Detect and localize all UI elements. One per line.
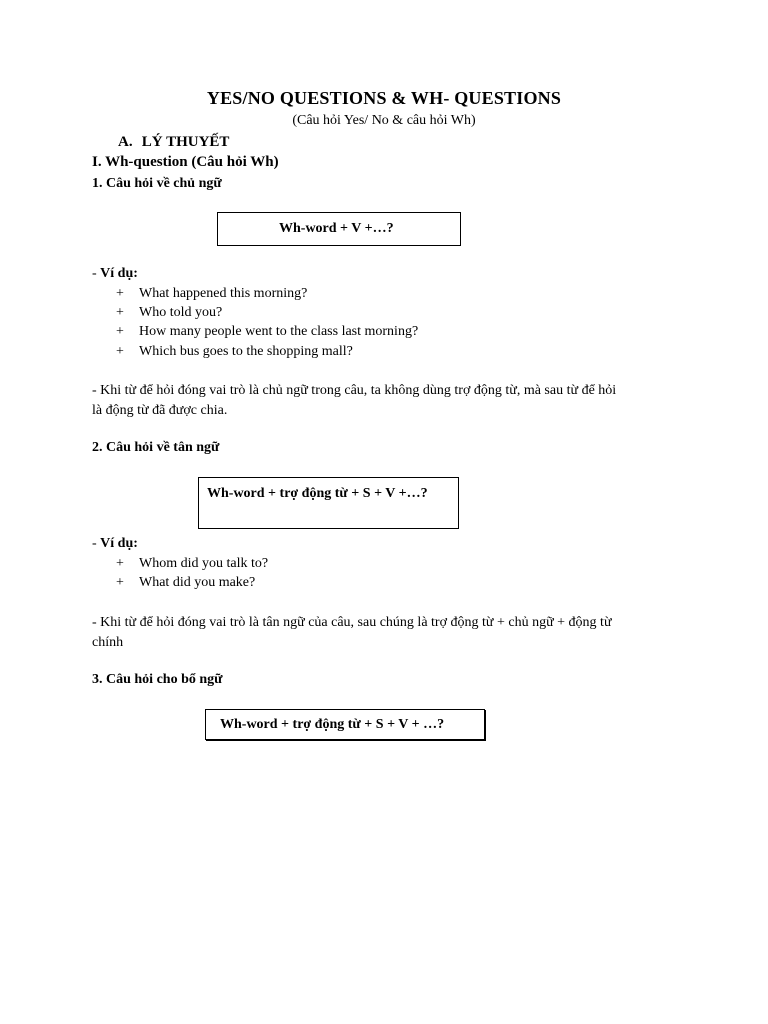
section-a-number: A. [118, 134, 133, 150]
plus-bullet: + [116, 556, 124, 571]
plus-bullet: + [116, 324, 124, 339]
complement-formula-box [205, 709, 485, 740]
list-item: + How many people went to the class last morning? [116, 324, 419, 339]
object-formula-text: Wh-word + trợ động từ + S + V +…? [207, 486, 428, 501]
list-item: + What happened this morning? [116, 286, 308, 301]
document-subtitle: (Câu hỏi Yes/ No & câu hỏi Wh) [292, 113, 476, 128]
subject-note-line-2: là động từ đã được chia. [92, 403, 228, 418]
part-1-heading: I. Wh-question (Câu hỏi Wh) [92, 154, 279, 170]
list-item: + What did you make? [116, 575, 256, 590]
section-a-heading [118, 134, 229, 151]
complement-formula-text: Wh-word + trợ động từ + S + V + …? [220, 717, 445, 732]
list-item: + Which bus goes to the shopping mall? [116, 344, 353, 359]
plus-bullet: + [116, 344, 124, 359]
complement-question-heading: 3. Câu hỏi cho bổ ngữ [92, 672, 223, 687]
example-label-2: - Ví dụ: [92, 536, 138, 551]
subject-formula-text: Wh-word + V +…? [279, 221, 394, 236]
plus-bullet: + [116, 575, 124, 590]
list-item: + Whom did you talk to? [116, 556, 269, 571]
object-note-line-1: - Khi từ để hỏi đóng vai trò là tân ngữ của câu, sau chúng là trợ động từ + chủ ngữ + động từ [92, 615, 612, 630]
object-formula-box [198, 477, 459, 529]
subject-note-line-1: - Khi từ để hỏi đóng vai trò là chủ ngữ trong câu, ta không dùng trợ động từ, mà sau từ để hỏi [92, 383, 617, 398]
plus-bullet: + [116, 286, 124, 301]
example-label-1: - Ví dụ: [92, 266, 138, 281]
subject-question-heading: 1. Câu hỏi về chủ ngữ [92, 176, 222, 191]
document-title: YES/NO QUESTIONS & WH- QUESTIONS [206, 88, 562, 108]
plus-bullet: + [116, 305, 124, 320]
object-note-line-2: chính [92, 635, 124, 650]
section-a-label: LÝ THUYẾT [141, 134, 230, 150]
object-question-heading: 2. Câu hỏi về tân ngữ [92, 440, 220, 455]
subject-formula-box [217, 212, 461, 246]
list-item: + Who told you? [116, 305, 223, 320]
